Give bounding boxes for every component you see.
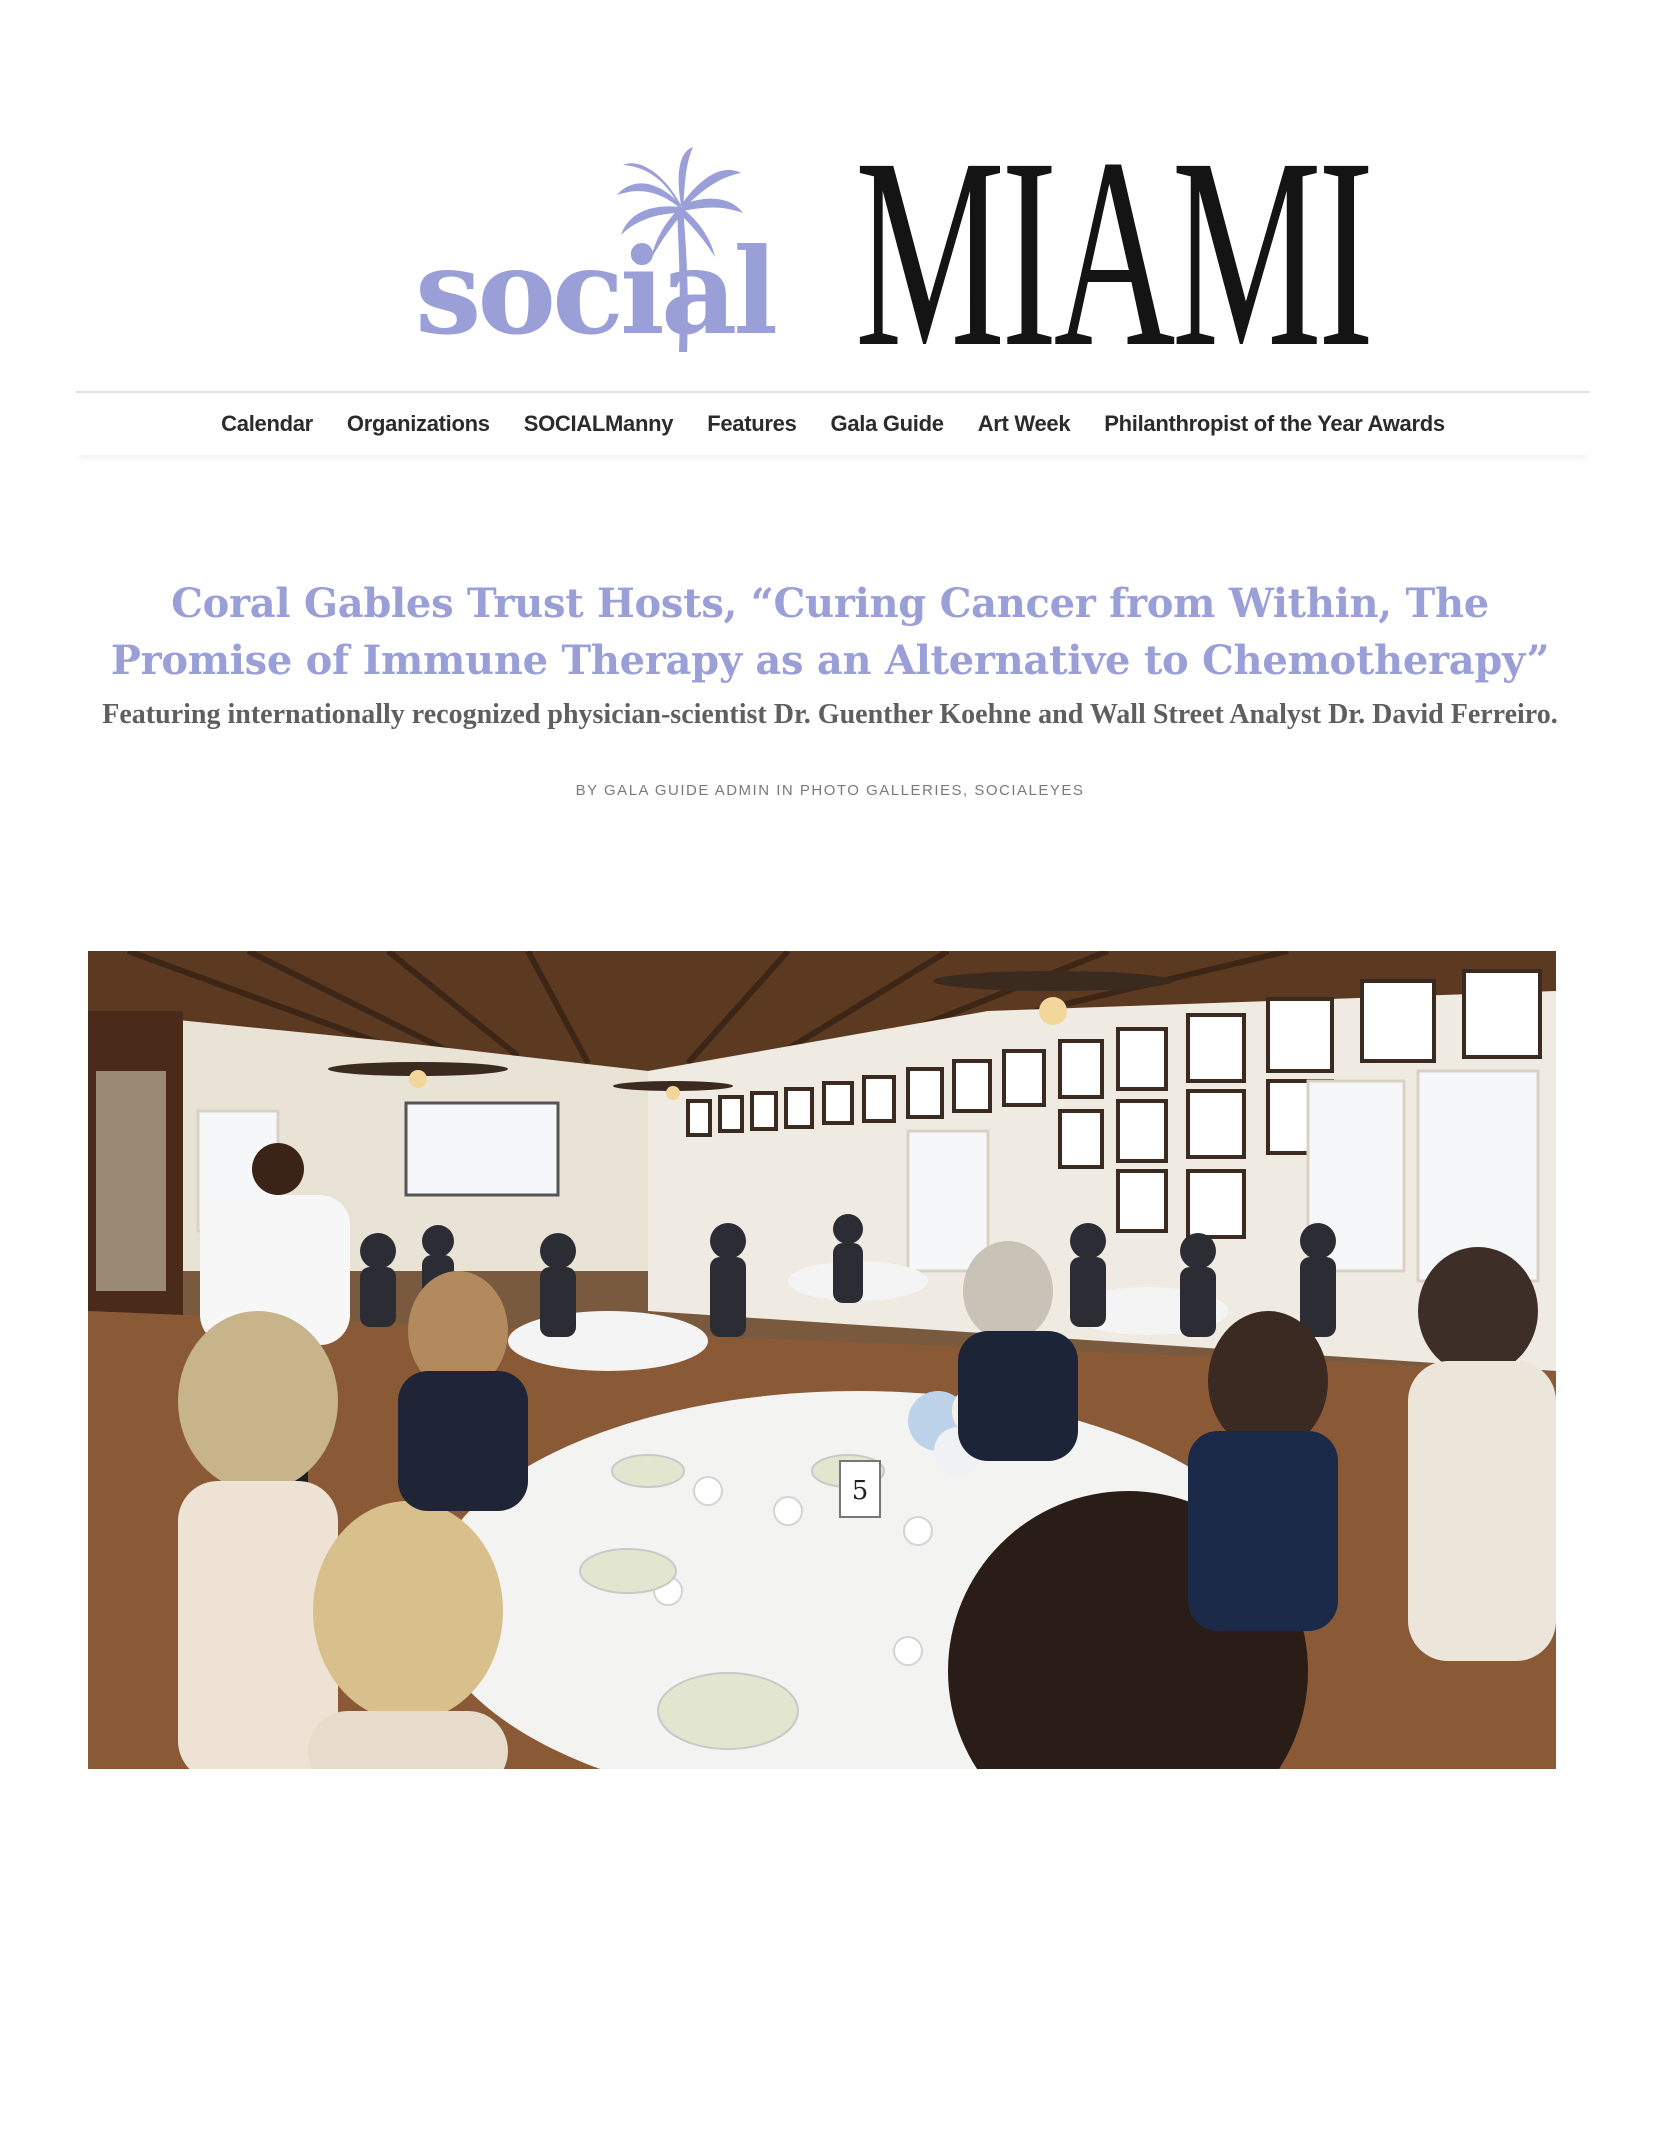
photo-table-number: 5 <box>851 1476 869 1506</box>
nav-item-features[interactable]: Features <box>707 411 797 436</box>
nav-item-calendar[interactable]: Calendar <box>221 411 313 436</box>
logo-word-social: social <box>415 222 775 361</box>
byline-category-socialeyes[interactable]: SOCIALEYES <box>974 782 1085 799</box>
article-subtitle: Featuring internationally recognized physician-scientist Dr. Guenther Koehne and Wall Street Analyst Dr. David Ferreiro. <box>102 699 1558 730</box>
featured-photo[interactable] <box>88 951 1556 1769</box>
logo-word-miami: MIAMI <box>855 102 1371 403</box>
byline-in: IN <box>776 782 795 799</box>
featured-photo-illustration <box>88 951 1556 1769</box>
article-byline <box>90 782 1570 799</box>
nav-item-art-week[interactable]: Art Week <box>977 411 1071 436</box>
nav-item-gala-guide[interactable]: Gala Guide <box>830 411 944 436</box>
main-nav <box>76 391 1590 455</box>
byline-author-link[interactable]: GALA GUIDE ADMIN <box>604 782 771 799</box>
nav-item-organizations[interactable]: Organizations <box>346 411 490 436</box>
byline-category-photo-galleries[interactable]: PHOTO GALLERIES <box>799 782 964 799</box>
nav-list <box>76 393 1590 455</box>
byline-by: BY <box>575 782 599 799</box>
nav-item-philanthropist-awards[interactable]: Philanthropist of the Year Awards <box>1104 411 1445 436</box>
byline-separator: , <box>963 782 969 799</box>
article-title: Coral Gables Trust Hosts, “Curing Cancer from Within, The Promise of Immune Therapy as an Alternative to Chemotherapy” <box>110 580 1550 684</box>
nav-item-socialmanny[interactable]: SOCIALManny <box>523 411 674 436</box>
site-logo[interactable] <box>415 102 1371 403</box>
